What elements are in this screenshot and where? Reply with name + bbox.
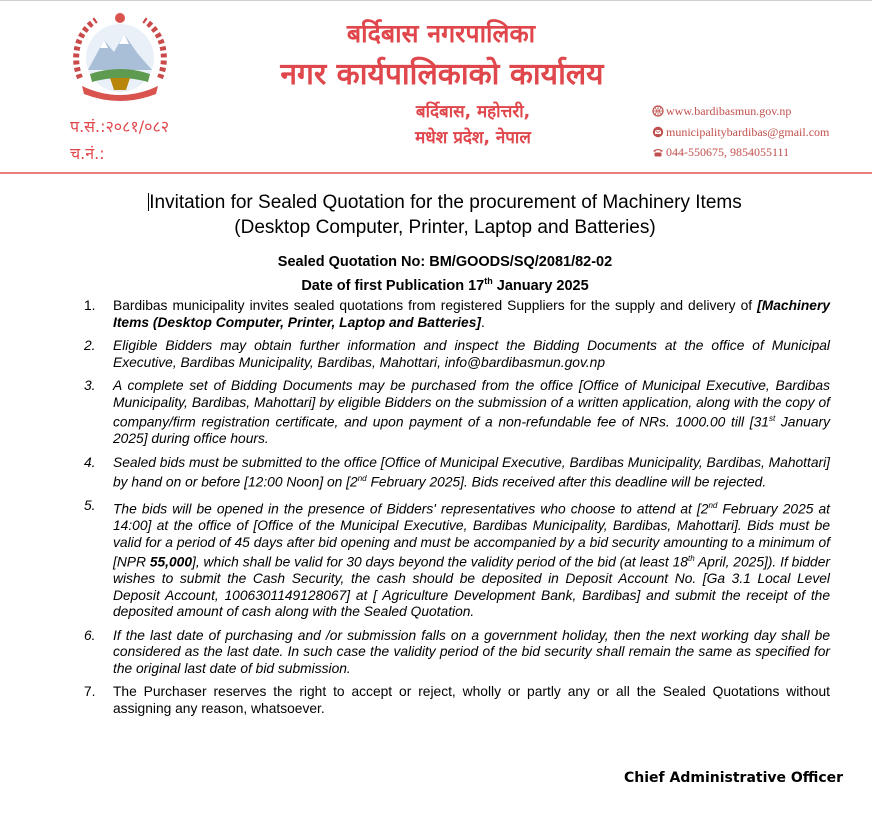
notice-items: [84, 298, 830, 724]
quotation-details: [60, 253, 830, 296]
reference-number: प.सं.:२०८१/०८२: [70, 117, 170, 136]
email-row: [652, 125, 829, 140]
email-icon: [652, 126, 664, 138]
phone-number: 044-550675, 9854055111: [666, 145, 790, 159]
list-item: 3. A complete set of Bidding Documents may be purchased from the office [Office of Municipal Executive, Bardibas Municipality, Bardibas, Mahottari] by eligible Bidders on the submission of a written application, along with the copy of company/firm registration certificate, and upon payment of a non-refundable fee of NRs. 1000.00 till [31st January 2025] during office hours.: [84, 378, 830, 447]
municipality-name: बर्दिबास नगरपालिका: [346, 19, 536, 48]
website-link[interactable]: www.bardibasmun.gov.np: [666, 104, 792, 118]
website-row: [652, 104, 791, 119]
phone-row: [652, 145, 789, 160]
phone-icon: [652, 146, 664, 158]
list-item: 1. Bardibas municipality invites sealed quotations from registered Suppliers for the supply and delivery of [Machinery Items (Desktop Computer, Printer, Laptop and Batteries].: [84, 298, 830, 330]
publication-date: Date of first Publication 17th January 2025: [301, 276, 589, 294]
signatory: Chief Administrative Officer: [624, 770, 844, 786]
dispatch-number: च.नं.:: [70, 144, 105, 163]
list-item: 4. Sealed bids must be submitted to the office [Office of Municipal Executive, Bardibas Municipality, Bardibas, Mahottari] by hand on or before [12:00 Noon] on [2nd February 2025]. Bids received after this deadline will be rejected.: [84, 454, 830, 490]
email-link[interactable]: municipalitybardibas@gmail.com: [666, 125, 830, 139]
address-line-1: बर्दिबास, महोत्तरी,: [415, 102, 531, 122]
list-item: 7. The Purchaser reserves the right to accept or reject, wholly or partly any or all the Sealed Quotations without assigning any reason, whatsoever.: [84, 684, 830, 716]
list-item: 6. If the last date of purchasing and /or submission falls on a government holiday, then the next working day shall be considered as the last date. In such case the validity period of the bid security shall remain the same as specified for the original last date of bid submission.: [84, 627, 830, 676]
title-line-2: (Desktop Computer, Printer, Laptop and Batteries): [234, 217, 656, 238]
quotation-number: Sealed Quotation No: BM/GOODS/SQ/2081/82-02: [277, 254, 613, 270]
address-line-2: मधेश प्रदेश, नेपाल: [415, 128, 531, 148]
notice-title: [60, 190, 830, 240]
list-item: 2. Eligible Bidders may obtain further information and inspect the Bidding Documents at the office of Municipal Executive, Bardibas Municipality, Bardibas, Mahottari, info@bardibasmun.gov.np: [84, 338, 830, 370]
list-item: 5. The bids will be opened in the presence of Bidders' representatives who choose to attend at [2nd February 2025 at 14:00] at the office of [Office of the Municipal Executive, Bardibas Municipality, Bardibas, Mahottari]. Bids must be valid for a period of 45 days after bid opening and must be accompanied by a bid security amounting to a minimum of [NPR 55,000], which shall be valid for 30 days beyond the validity period of the bid (at least 18th April, 2025]). If bidder wishes to submit the Cash Security, the cash should be deposited in Deposit Account No. [Ga 3.1 Local Level Deposit Account, 1006301149128067] at [ Agriculture Development Bank, Bardibas] and submit the receipt of the deposited amount of cash along with the Sealed Quotation.: [84, 498, 830, 620]
title-line-1: Invitation for Sealed Quotation for the procurement of Machinery Items: [149, 192, 742, 213]
globe-icon: [652, 105, 664, 117]
office-name: नगर कार्यपालिकाको कार्यालय: [280, 57, 604, 92]
header-divider: [0, 172, 872, 174]
top-border: [0, 0, 872, 1]
